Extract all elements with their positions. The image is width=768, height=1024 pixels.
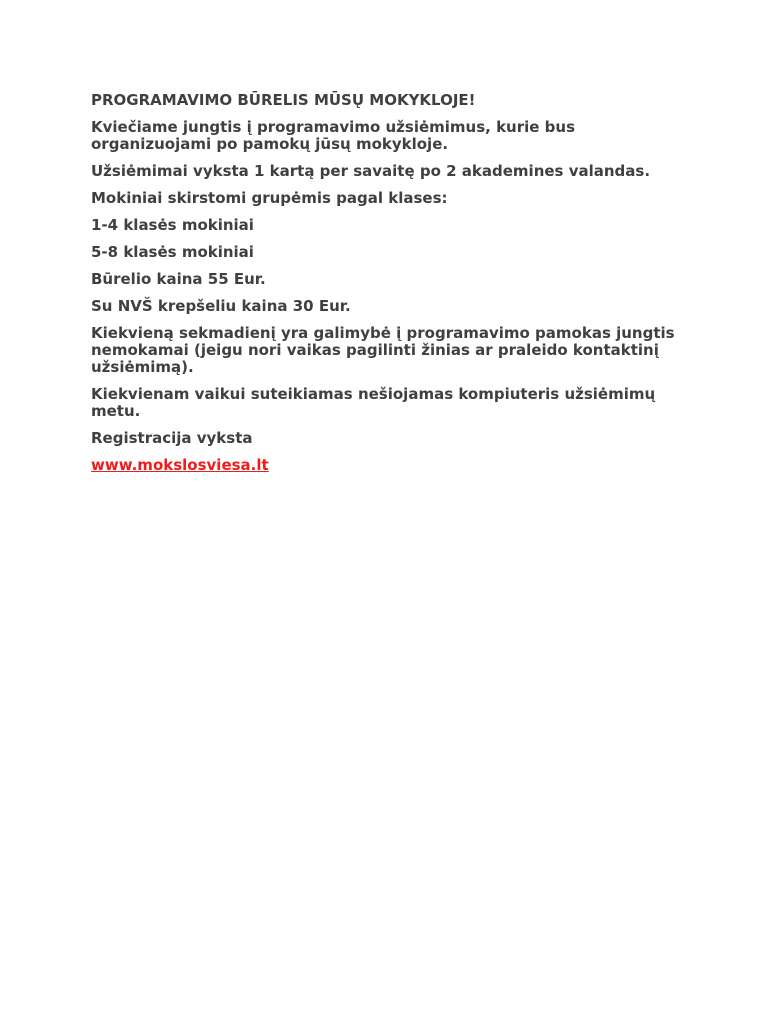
- group-senior-paragraph: 5-8 klasės mokiniai: [91, 243, 254, 261]
- link-paragraph: [91, 457, 691, 474]
- groups-intro-paragraph: Mokiniai skirstomi grupėmis pagal klases:: [91, 189, 448, 207]
- document-heading: PROGRAMAVIMO BŪRELIS MŪSŲ MOKYKLOJE!: [91, 91, 476, 109]
- invite-paragraph: Kviečiame jungtis į programavimo užsiėmimus, kurie bus organizuojami po pamokų jūsų mokykloje.: [91, 118, 575, 153]
- price-paragraph: Būrelio kaina 55 Eur.: [91, 270, 266, 288]
- schedule-paragraph: Užsiėmimai vyksta 1 kartą per savaitę po 2 akademines valandas.: [91, 162, 651, 180]
- price-nvs-paragraph: Su NVŠ krepšeliu kaina 30 Eur.: [91, 297, 351, 315]
- registration-paragraph: Registracija vyksta: [91, 429, 253, 447]
- document-body: [91, 92, 691, 484]
- website-link[interactable]: www.mokslosviesa.lt: [91, 456, 269, 474]
- group-junior-paragraph: 1-4 klasės mokiniai: [91, 216, 254, 234]
- laptop-paragraph: Kiekvienam vaikui suteikiamas nešiojamas kompiuteris užsiėmimų metu.: [91, 385, 656, 420]
- sunday-paragraph: Kiekvieną sekmadienį yra galimybė į programavimo pamokas jungtis nemokamai (jeigu nori vaikas pagilinti žinias ar praleido kontaktinį užsiėmimą).: [91, 324, 675, 376]
